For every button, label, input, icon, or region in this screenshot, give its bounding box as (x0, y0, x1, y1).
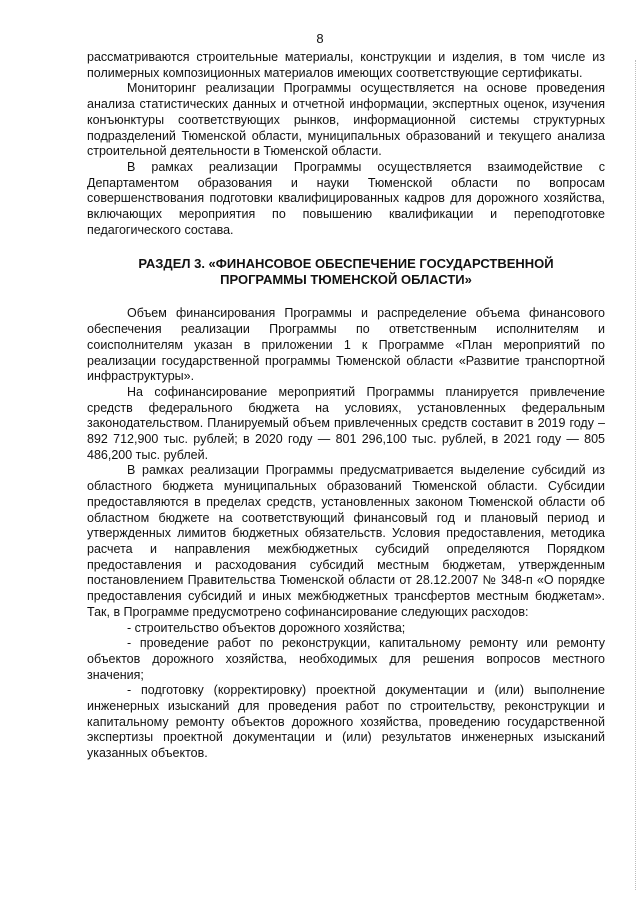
paragraph: Мониторинг реализации Программы осуществляется на основе проведения анализа статистических данных и отчетной информации, экспертных оценок, изучения конъюнктуры соответствующих рынков, информационной системы структурных подразделений Тюменской области, муниципальных образований и текущего анализа строительной деятельности в Тюменской области. (87, 81, 605, 159)
section-title (87, 256, 605, 288)
paragraph: В рамках реализации Программы осуществляется взаимодействие с Департаментом образования и науки Тюменской области по вопросам совершенствования подготовки квалифицированных кадров для дорожного хозяйства, включающих мероприятия по повышению квалификации и переподготовке педагогического состава. (87, 159, 605, 237)
paragraph: В рамках реализации Программы предусматривается выделение субсидий из областного бюджета муниципальных образований Тюменской области. Субсидии предоставляются в пределах средств, установленных законом Тюменской области об областном бюджете на соответствующий финансовый год и плановый период и утвержденных лимитов бюджетных обязательств. Условия предоставления, методика расчета и направления межбюджетных субсидий определяются Порядком предоставления и расходования субсидий местным бюджетам, утвержденным постановлением Правительства Тюменской области от 28.12.2007 № 348-п «О порядке предоставления субсидий и иных межбюджетных трансфертов местным бюджетам». Так, в Программе предусмотрено софинансирование следующих расходов: (87, 463, 605, 619)
paragraph: Объем финансирования Программы и распределение объема финансового обеспечения реализации Программы по ответственным исполнителям и соисполнителям указан в приложении 1 к Программе «План мероприятий по реализации государственной программы Тюменской области «Развитие транспортной инфраструктуры». (87, 306, 605, 384)
list-item: - подготовку (корректировку) проектной документации и (или) выполнение инженерных изысканий для проведения работ по строительству, реконструкции и капитальному ремонту объектов дорожного хозяйства, проведению государственной экспертизы проектной документации и (или) результатов инженерных изысканий указанных объектов. (87, 683, 605, 761)
list-item: - проведение работ по реконструкции, капитальному ремонту или ремонту объектов дорожного хозяйства, необходимых для решения вопросов местного значения; (87, 636, 605, 682)
document-body (87, 50, 605, 762)
paragraph: рассматриваются строительные материалы, конструкции и изделия, в том числе из полимерных композиционных материалов имеющих соответствующие сертификаты. (87, 50, 605, 80)
section-title-line1: РАЗДЕЛ 3. «ФИНАНСОВОЕ ОБЕСПЕЧЕНИЕ ГОСУДАРСТВЕННОЙ (138, 256, 554, 272)
paragraph: На софинансирование мероприятий Программы планируется привлечение средств федерального бюджета на условиях, установленных федеральным законодательством. Планируемый объем привлеченных средств составит в 2019 году – 892 712,900 тыс. рублей; в 2020 году — 801 296,100 тыс. рублей, в 2021 году — 805 486,200 тыс. рублей. (87, 384, 605, 462)
scan-edge-dots (634, 60, 636, 890)
section-title-line2: ПРОГРАММЫ ТЮМЕНСКОЙ ОБЛАСТИ» (220, 272, 472, 288)
list-item: - строительство объектов дорожного хозяйства; (127, 620, 406, 635)
page-number: 8 (316, 31, 324, 46)
